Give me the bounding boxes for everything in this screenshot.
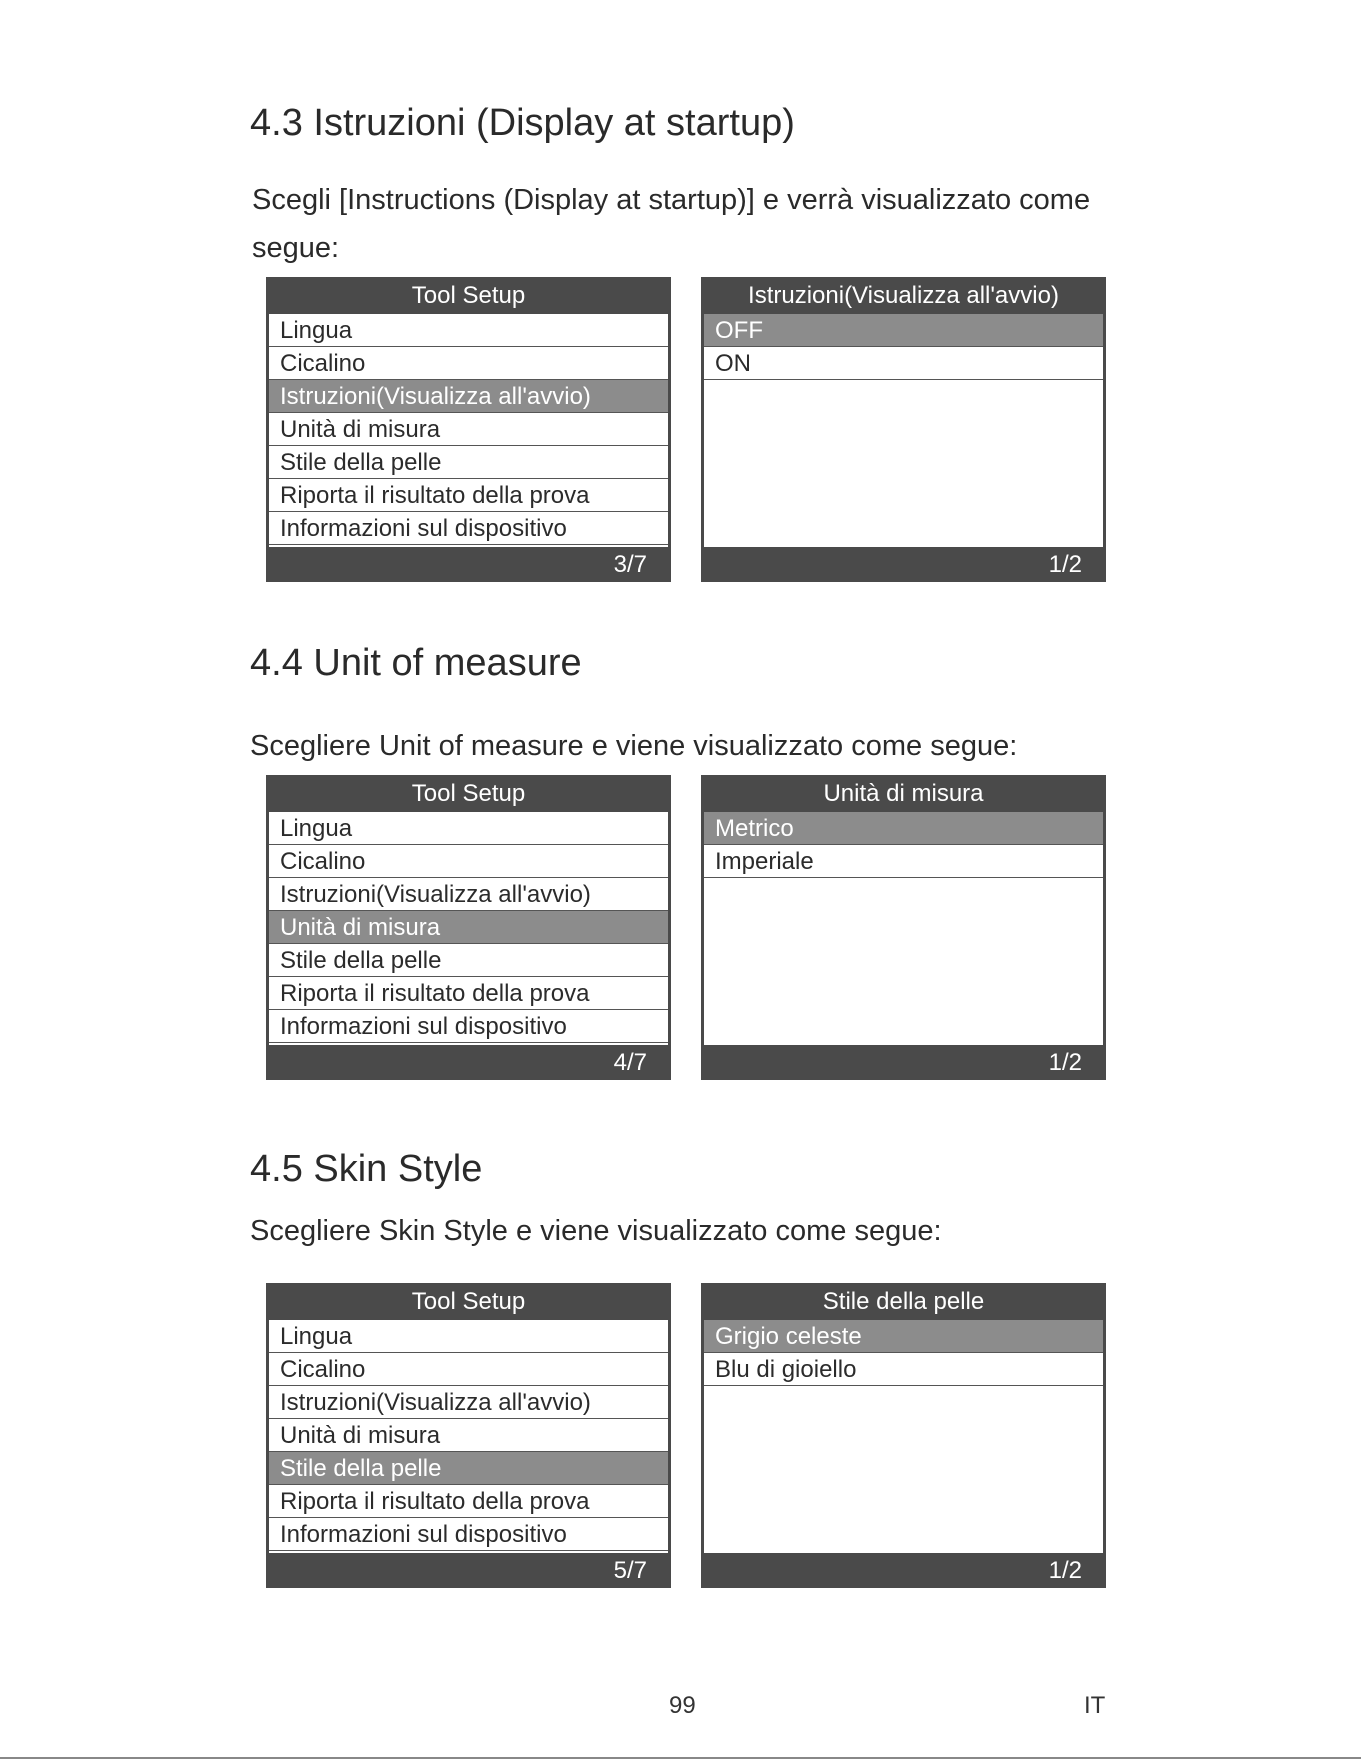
screen-option-list: [704, 812, 1103, 1045]
page-number: 99: [669, 1692, 696, 1719]
screen-page-indicator: 1/2: [1048, 551, 1082, 578]
menu-item-lingua[interactable]: Lingua: [269, 314, 668, 347]
menu-item-riporta-risultato[interactable]: Riporta il risultato della prova: [269, 977, 668, 1010]
option-blu-di-gioiello[interactable]: Blu di gioiello: [704, 1353, 1103, 1386]
stile-della-pelle-option-screen: [701, 1283, 1106, 1588]
tool-setup-screen-5-7: [266, 1283, 671, 1588]
menu-item-informazioni-dispositivo[interactable]: Informazioni sul dispositivo: [269, 512, 668, 545]
bottom-divider: [0, 1757, 1361, 1759]
screen-menu-list: [269, 1320, 668, 1553]
menu-item-lingua[interactable]: Lingua: [269, 1320, 668, 1353]
menu-item-unita-di-misura[interactable]: Unità di misura: [269, 1419, 668, 1452]
section-text-4-4: Scegliere Unit of measure e viene visualizzato come segue:: [250, 730, 1018, 762]
screen-page-indicator: 1/2: [1048, 1049, 1082, 1076]
screen-option-list: [704, 1320, 1103, 1553]
option-off-selected[interactable]: OFF: [704, 314, 1103, 347]
screen-title: Stile della pelle: [822, 1288, 985, 1315]
screen-page-indicator: 3/7: [613, 551, 647, 578]
option-metrico-selected[interactable]: Metrico: [704, 812, 1103, 845]
option-grigio-celeste-selected[interactable]: Grigio celeste: [704, 1320, 1103, 1353]
menu-item-informazioni-dispositivo[interactable]: Informazioni sul dispositivo: [269, 1518, 668, 1551]
menu-item-stile-della-pelle[interactable]: Stile della pelle: [269, 446, 668, 479]
screen-menu-list: [269, 812, 668, 1045]
menu-item-stile-della-pelle[interactable]: Stile della pelle: [269, 944, 668, 977]
option-imperiale[interactable]: Imperiale: [704, 845, 1103, 878]
section-heading-4-5: 4.5 Skin Style: [250, 1148, 483, 1190]
screen-title: Unità di misura: [823, 780, 984, 807]
tool-setup-screen-4-7: [266, 775, 671, 1080]
menu-item-riporta-risultato[interactable]: Riporta il risultato della prova: [269, 479, 668, 512]
menu-item-cicalino[interactable]: Cicalino: [269, 1353, 668, 1386]
section-text-4-5: Scegliere Skin Style e viene visualizzato come segue:: [250, 1215, 942, 1247]
screen-option-list: [704, 314, 1103, 547]
screen-page-indicator: 1/2: [1048, 1557, 1082, 1584]
unita-di-misura-option-screen: [701, 775, 1106, 1080]
menu-item-unita-di-misura[interactable]: Unità di misura: [269, 413, 668, 446]
screen-title: Tool Setup: [411, 780, 526, 807]
section-heading-4-4: 4.4 Unit of measure: [250, 642, 582, 684]
menu-item-unita-di-misura-selected[interactable]: Unità di misura: [269, 911, 668, 944]
screen-page-indicator: 5/7: [613, 1557, 647, 1584]
menu-item-informazioni-dispositivo[interactable]: Informazioni sul dispositivo: [269, 1010, 668, 1043]
menu-item-istruzioni[interactable]: Istruzioni(Visualizza all'avvio): [269, 1386, 668, 1419]
menu-item-cicalino[interactable]: Cicalino: [269, 347, 668, 380]
menu-item-riporta-risultato[interactable]: Riporta il risultato della prova: [269, 1485, 668, 1518]
section-heading-4-3: 4.3 Istruzioni (Display at startup): [250, 102, 795, 144]
menu-item-istruzioni-selected[interactable]: Istruzioni(Visualizza all'avvio): [269, 380, 668, 413]
screen-title: Istruzioni(Visualizza all'avvio): [748, 282, 1059, 309]
language-code: IT: [1084, 1692, 1106, 1719]
section-text-4-3-line1: Scegli [Instructions (Display at startup)] e verrà visualizzato come: [252, 184, 1091, 216]
screen-title: Tool Setup: [411, 282, 526, 309]
screen-title: Tool Setup: [411, 1288, 526, 1315]
screen-page-indicator: 4/7: [613, 1049, 647, 1076]
tool-setup-screen-3-7: [266, 277, 671, 582]
menu-item-istruzioni[interactable]: Istruzioni(Visualizza all'avvio): [269, 878, 668, 911]
screen-menu-list: [269, 314, 668, 547]
option-on[interactable]: ON: [704, 347, 1103, 380]
menu-item-stile-della-pelle-selected[interactable]: Stile della pelle: [269, 1452, 668, 1485]
section-text-4-3-line2: segue:: [252, 232, 340, 264]
menu-item-cicalino[interactable]: Cicalino: [269, 845, 668, 878]
menu-item-lingua[interactable]: Lingua: [269, 812, 668, 845]
istruzioni-option-screen: [701, 277, 1106, 582]
